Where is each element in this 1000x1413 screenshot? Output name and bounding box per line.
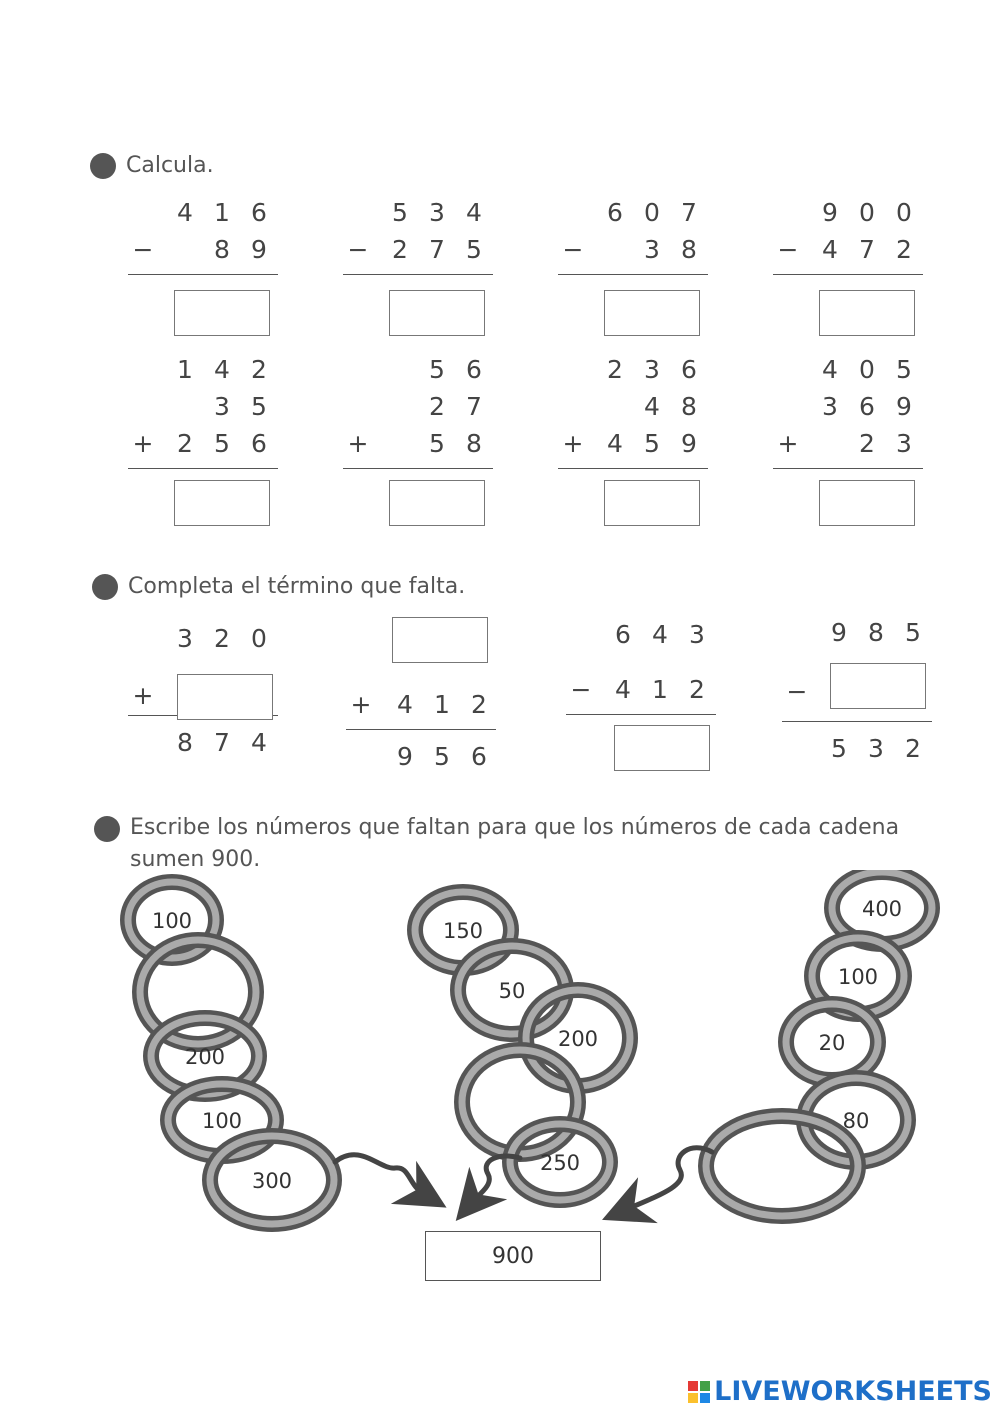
digit: 6: [681, 355, 697, 384]
operand-row: [773, 235, 923, 272]
section-title-text: Escribe los números que faltan para que los números de cada cadena sumen 900.: [130, 815, 900, 872]
missing-problem-3: [566, 620, 716, 715]
chain-number-middle-1: 150: [442, 919, 484, 943]
digit: 1: [214, 198, 230, 227]
chains-illustration: [0, 870, 1000, 1290]
operand-row: [343, 235, 493, 272]
digit: 4: [822, 355, 838, 384]
chain-number-left-3: 200: [184, 1045, 226, 1069]
digit: 9: [397, 742, 413, 771]
digit: 8: [681, 235, 697, 264]
calc-answer-box-8[interactable]: [819, 480, 915, 526]
liveworksheets-logo: [688, 1376, 992, 1407]
digit: 2: [471, 690, 487, 719]
digit: 9: [822, 198, 838, 227]
digit: 2: [607, 355, 623, 384]
answer-input[interactable]: [831, 664, 929, 710]
digit: 4: [652, 620, 668, 649]
digit: 1: [177, 355, 193, 384]
digit: 5: [644, 429, 660, 458]
digit: 9: [896, 392, 912, 421]
calc-answer-box-4[interactable]: [819, 290, 915, 336]
operand-row: [128, 429, 278, 466]
chain-number-right-3: 20: [818, 1031, 846, 1055]
operand-row: [128, 392, 278, 429]
result-rule: [773, 274, 923, 275]
operand-row: [343, 198, 493, 235]
digit: 5: [214, 429, 230, 458]
digit: 3: [822, 392, 838, 421]
operand-row: [128, 198, 278, 235]
digit: 9: [831, 618, 847, 647]
answer-input[interactable]: [175, 291, 273, 337]
result-rule: [343, 274, 493, 275]
section-title-text: Completa el término que falta.: [128, 574, 466, 599]
answer-input[interactable]: [390, 291, 488, 337]
section-title-text: Calcula.: [126, 153, 214, 178]
digit: 0: [859, 355, 875, 384]
operator: +: [777, 429, 799, 458]
result-rule: [128, 468, 278, 469]
digit: 7: [214, 728, 230, 757]
digit: 7: [466, 392, 482, 421]
digit: 9: [681, 429, 697, 458]
digit: 0: [251, 624, 267, 653]
digit: 2: [251, 355, 267, 384]
digit: 4: [397, 690, 413, 719]
digit: 6: [471, 742, 487, 771]
digit: 8: [466, 429, 482, 458]
digit: 0: [896, 198, 912, 227]
digit: 4: [822, 235, 838, 264]
operand-row: [558, 429, 708, 466]
digit: 6: [466, 355, 482, 384]
operand-row: [773, 355, 923, 392]
digit: 5: [905, 618, 921, 647]
digit: 2: [177, 429, 193, 458]
digit: 1: [434, 690, 450, 719]
digit: 5: [434, 742, 450, 771]
digit: 5: [896, 355, 912, 384]
digit: 2: [214, 624, 230, 653]
answer-input[interactable]: [820, 481, 918, 527]
operator: −: [777, 235, 799, 264]
operand-row: [773, 198, 923, 235]
digit: 5: [392, 198, 408, 227]
operand-row: [343, 355, 493, 392]
arrow-left: [335, 1155, 425, 1195]
sum-rule: [346, 729, 496, 730]
operator: −: [562, 235, 584, 264]
digit: 5: [429, 429, 445, 458]
answer-input[interactable]: [175, 481, 273, 527]
result-rule: [558, 468, 708, 469]
digit: 0: [859, 198, 875, 227]
digit: 3: [177, 624, 193, 653]
difference-rule: [566, 714, 716, 715]
chain-number-left-5: 300: [251, 1169, 293, 1193]
result-rule: [343, 468, 493, 469]
section-title-calcula: [90, 153, 214, 179]
operator-minus: −: [786, 677, 808, 706]
digit: 4: [251, 728, 267, 757]
operand-row: [128, 355, 278, 392]
operator: −: [132, 235, 154, 264]
digit: 8: [868, 618, 884, 647]
digit: 4: [177, 198, 193, 227]
calc-problem-8: [773, 355, 923, 469]
difference-rule: [782, 721, 932, 722]
digit: 3: [214, 392, 230, 421]
chain-number-left-4: 100: [201, 1109, 243, 1133]
digit: 9: [251, 235, 267, 264]
missing-answer-box-1[interactable]: [177, 674, 273, 720]
digit: 5: [251, 392, 267, 421]
operand-row: [343, 429, 493, 466]
calc-problem-7: [558, 355, 708, 469]
operand-row: [558, 355, 708, 392]
operand-row: [128, 235, 278, 272]
bullet-icon: [94, 816, 120, 842]
digit: 0: [644, 198, 660, 227]
calc-problem-6: [343, 355, 493, 469]
operator: +: [347, 429, 369, 458]
missing-answer-box-3[interactable]: [614, 725, 710, 771]
digit: 1: [652, 675, 668, 704]
operand-row: [773, 392, 923, 429]
digit: 6: [251, 429, 267, 458]
digit: 2: [429, 392, 445, 421]
operator-plus: +: [350, 690, 372, 719]
digit: 4: [615, 675, 631, 704]
digit: 2: [859, 429, 875, 458]
result-rule: [773, 468, 923, 469]
digit: 6: [615, 620, 631, 649]
digit: 7: [859, 235, 875, 264]
chain-number-middle-3: 200: [557, 1027, 599, 1051]
digit: 4: [607, 429, 623, 458]
arrow-right: [625, 1148, 712, 1210]
chain-number-middle-5: 250: [539, 1151, 581, 1175]
digit: 8: [214, 235, 230, 264]
digit: 2: [392, 235, 408, 264]
digit: 3: [868, 734, 884, 763]
chain-links: [128, 872, 932, 1224]
section-title-completa: [92, 574, 465, 600]
operand-row: [558, 392, 708, 429]
target-total-box: 900: [425, 1231, 601, 1281]
digit: 6: [859, 392, 875, 421]
answer-input[interactable]: [605, 481, 703, 527]
calc-answer-box-6[interactable]: [389, 480, 485, 526]
digit: 7: [429, 235, 445, 264]
answer-input[interactable]: [390, 481, 488, 527]
digit: 2: [689, 675, 705, 704]
calc-answer-box-7[interactable]: [604, 480, 700, 526]
digit: 2: [905, 734, 921, 763]
operand-row: [773, 429, 923, 466]
digit: 5: [831, 734, 847, 763]
digit: 3: [689, 620, 705, 649]
missing-answer-box-4[interactable]: [830, 663, 926, 709]
answer-input[interactable]: [820, 291, 918, 337]
calc-problem-4: [773, 198, 923, 275]
missing-problem-2: [346, 690, 496, 779]
operator: −: [347, 235, 369, 264]
calc-answer-box-5[interactable]: [174, 480, 270, 526]
calc-answer-box-3[interactable]: [604, 290, 700, 336]
chain-number-right-4: 80: [842, 1109, 870, 1133]
chain-number-right-1: 400: [861, 897, 903, 921]
chain-number-middle-2: 50: [498, 979, 526, 1003]
brand-name: LIVEWORKSHEETS: [714, 1376, 992, 1407]
digit: 7: [681, 198, 697, 227]
calc-problem-2: [343, 198, 493, 275]
answer-input[interactable]: [615, 726, 713, 772]
section-title-escribe: [94, 812, 934, 876]
digit: 6: [607, 198, 623, 227]
answer-input[interactable]: [393, 618, 491, 664]
chain-number-right-2: 100: [837, 965, 879, 989]
digit: 3: [896, 429, 912, 458]
digit: 8: [681, 392, 697, 421]
operator: +: [562, 429, 584, 458]
answer-input[interactable]: [605, 291, 703, 337]
calc-answer-box-1[interactable]: [174, 290, 270, 336]
answer-input[interactable]: [178, 675, 276, 721]
operand-row: [343, 392, 493, 429]
digit: 2: [896, 235, 912, 264]
digit: 4: [466, 198, 482, 227]
operator-minus: −: [570, 675, 592, 704]
digit: 8: [177, 728, 193, 757]
calc-problem-1: [128, 198, 278, 275]
operand-row: [558, 198, 708, 235]
bullet-icon: [90, 153, 116, 179]
calc-problem-3: [558, 198, 708, 275]
result-rule: [558, 274, 708, 275]
operator: +: [132, 429, 154, 458]
brand-grid-icon: [688, 1381, 710, 1403]
digit: 3: [644, 355, 660, 384]
bullet-icon: [92, 574, 118, 600]
digit: 4: [644, 392, 660, 421]
digit: 4: [214, 355, 230, 384]
digit: 6: [251, 198, 267, 227]
result-rule: [128, 274, 278, 275]
calc-answer-box-2[interactable]: [389, 290, 485, 336]
digit: 3: [644, 235, 660, 264]
digit: 3: [429, 198, 445, 227]
calc-problem-5: [128, 355, 278, 469]
missing-answer-box-2[interactable]: [392, 617, 488, 663]
digit: 5: [466, 235, 482, 264]
operand-row: [558, 235, 708, 272]
digit: 5: [429, 355, 445, 384]
chain-number-left-1: 100: [151, 909, 193, 933]
operator-plus: +: [132, 681, 154, 710]
